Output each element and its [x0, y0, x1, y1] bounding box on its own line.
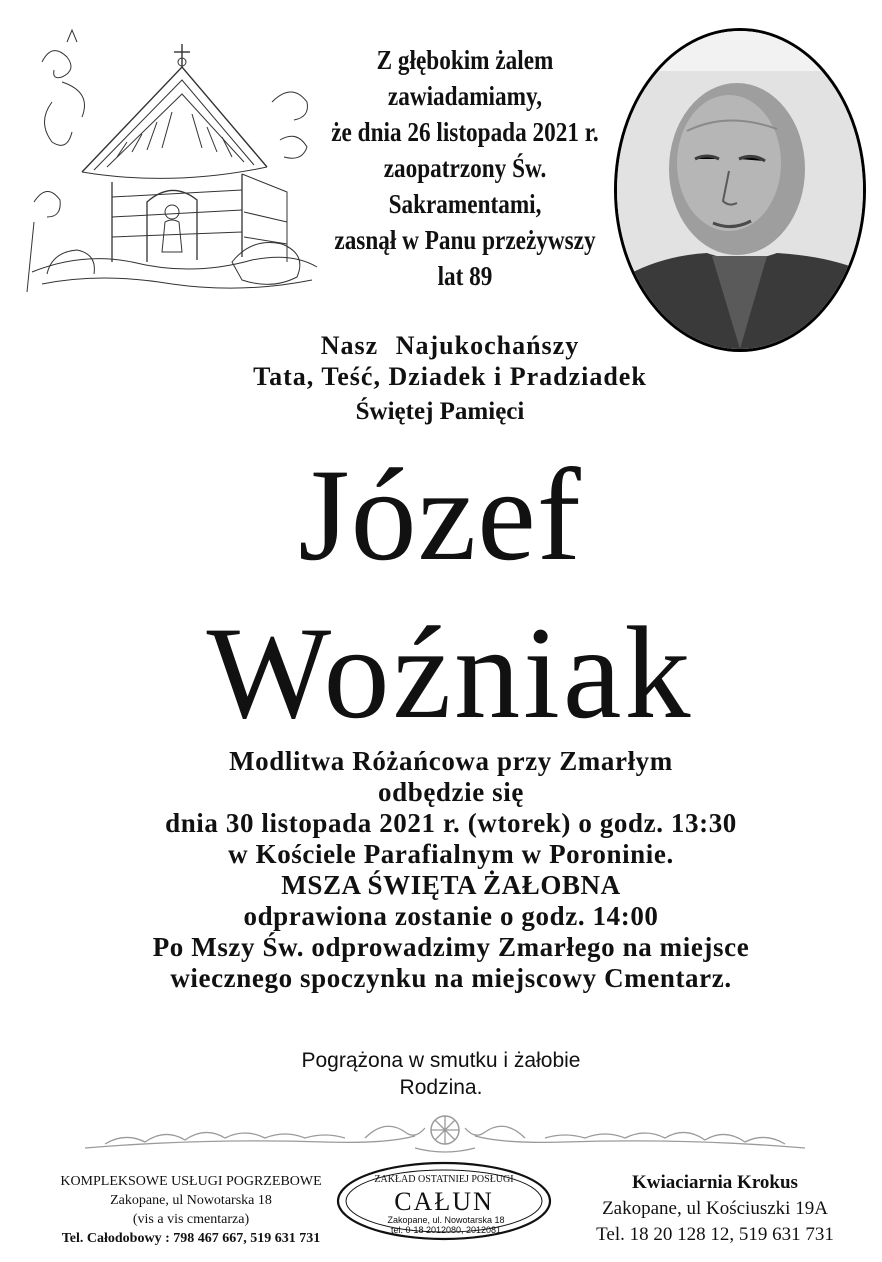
deceased-last-name: Woźniak [206, 599, 694, 746]
funeral-home-title: KOMPLEKSOWE USŁUGI POGRZEBOWE [60, 1174, 322, 1189]
closing-line-2: Rodzina. [399, 1076, 483, 1099]
florist-name: Kwiaciarnia Krokus [632, 1172, 798, 1193]
florist-info [560, 1170, 870, 1248]
funeral-home-phone: Tel. Całodobowy : 798 467 667, 519 631 731 [61, 1231, 321, 1246]
funeral-home-location-note: (vis a vis cmentarza) [132, 1212, 250, 1227]
funeral-details [60, 746, 842, 994]
ornamental-divider [85, 1108, 805, 1158]
relation-line-1: Nasz Najukochańszy [320, 331, 580, 360]
details-line-2: odbędzie się [378, 777, 524, 807]
stamp-arc-text: ZAKŁAD OSTATNIEJ POSŁUGI [374, 1174, 514, 1185]
deceased-first-name: Józef [298, 441, 582, 588]
stamp-phone: tel. 0-18 2012080, 2012081 [390, 1225, 502, 1235]
funeral-home-address: Zakopane, ul Nowotarska 18 [110, 1193, 272, 1208]
intro-line-4: zasnął w Panu przeżywszy lat 89 [334, 225, 596, 291]
intro-line-2: że dnia 26 listopada 2021 r. [331, 117, 599, 147]
details-line-8: wiecznego spoczynku na miejscowy Cmentarz. [170, 963, 732, 993]
florist-address: Zakopane, ul Kościuszki 19A [602, 1198, 828, 1219]
funeral-home-info [12, 1172, 370, 1248]
details-line-7: Po Mszy Św. odprowadzimy Zmarłego na miejsce [152, 932, 750, 962]
deceased-portrait-photo [614, 28, 866, 352]
closing-signature [240, 1047, 642, 1101]
relation-line-2: Tata, Teść, Dziadek i Pradziadek [253, 362, 647, 391]
details-line-4: w Kościele Parafialnym w Poroninie. [228, 839, 674, 869]
shrine-sketch-illustration [22, 22, 322, 307]
details-line-1: Modlitwa Różańcowa przy Zmarłym [229, 746, 673, 776]
closing-line-1: Pogrążona w smutku i żałobie [301, 1049, 581, 1072]
details-line-6: odprawiona zostanie o godz. 14:00 [243, 901, 659, 931]
intro-line-3: zaopatrzony Św. Sakramentami, [383, 153, 547, 219]
calun-stamp-logo [334, 1160, 554, 1242]
stamp-address: Zakopane, ul. Nowotarska 18 [387, 1215, 505, 1225]
relation-heading [120, 330, 780, 392]
stamp-name: CAŁUN [394, 1187, 494, 1216]
memory-label: Świętej Pamięci [355, 398, 525, 425]
intro-line-1: Z głębokim żalem zawiadamiamy, [376, 45, 554, 111]
florist-phone: Tel. 18 20 128 12, 519 631 731 [596, 1224, 834, 1245]
details-line-5: MSZA ŚWIĘTA ŻAŁOBNA [281, 870, 621, 900]
announcement-intro [323, 42, 607, 294]
details-line-3: dnia 30 listopada 2021 r. (wtorek) o godz. 13:30 [165, 808, 737, 838]
